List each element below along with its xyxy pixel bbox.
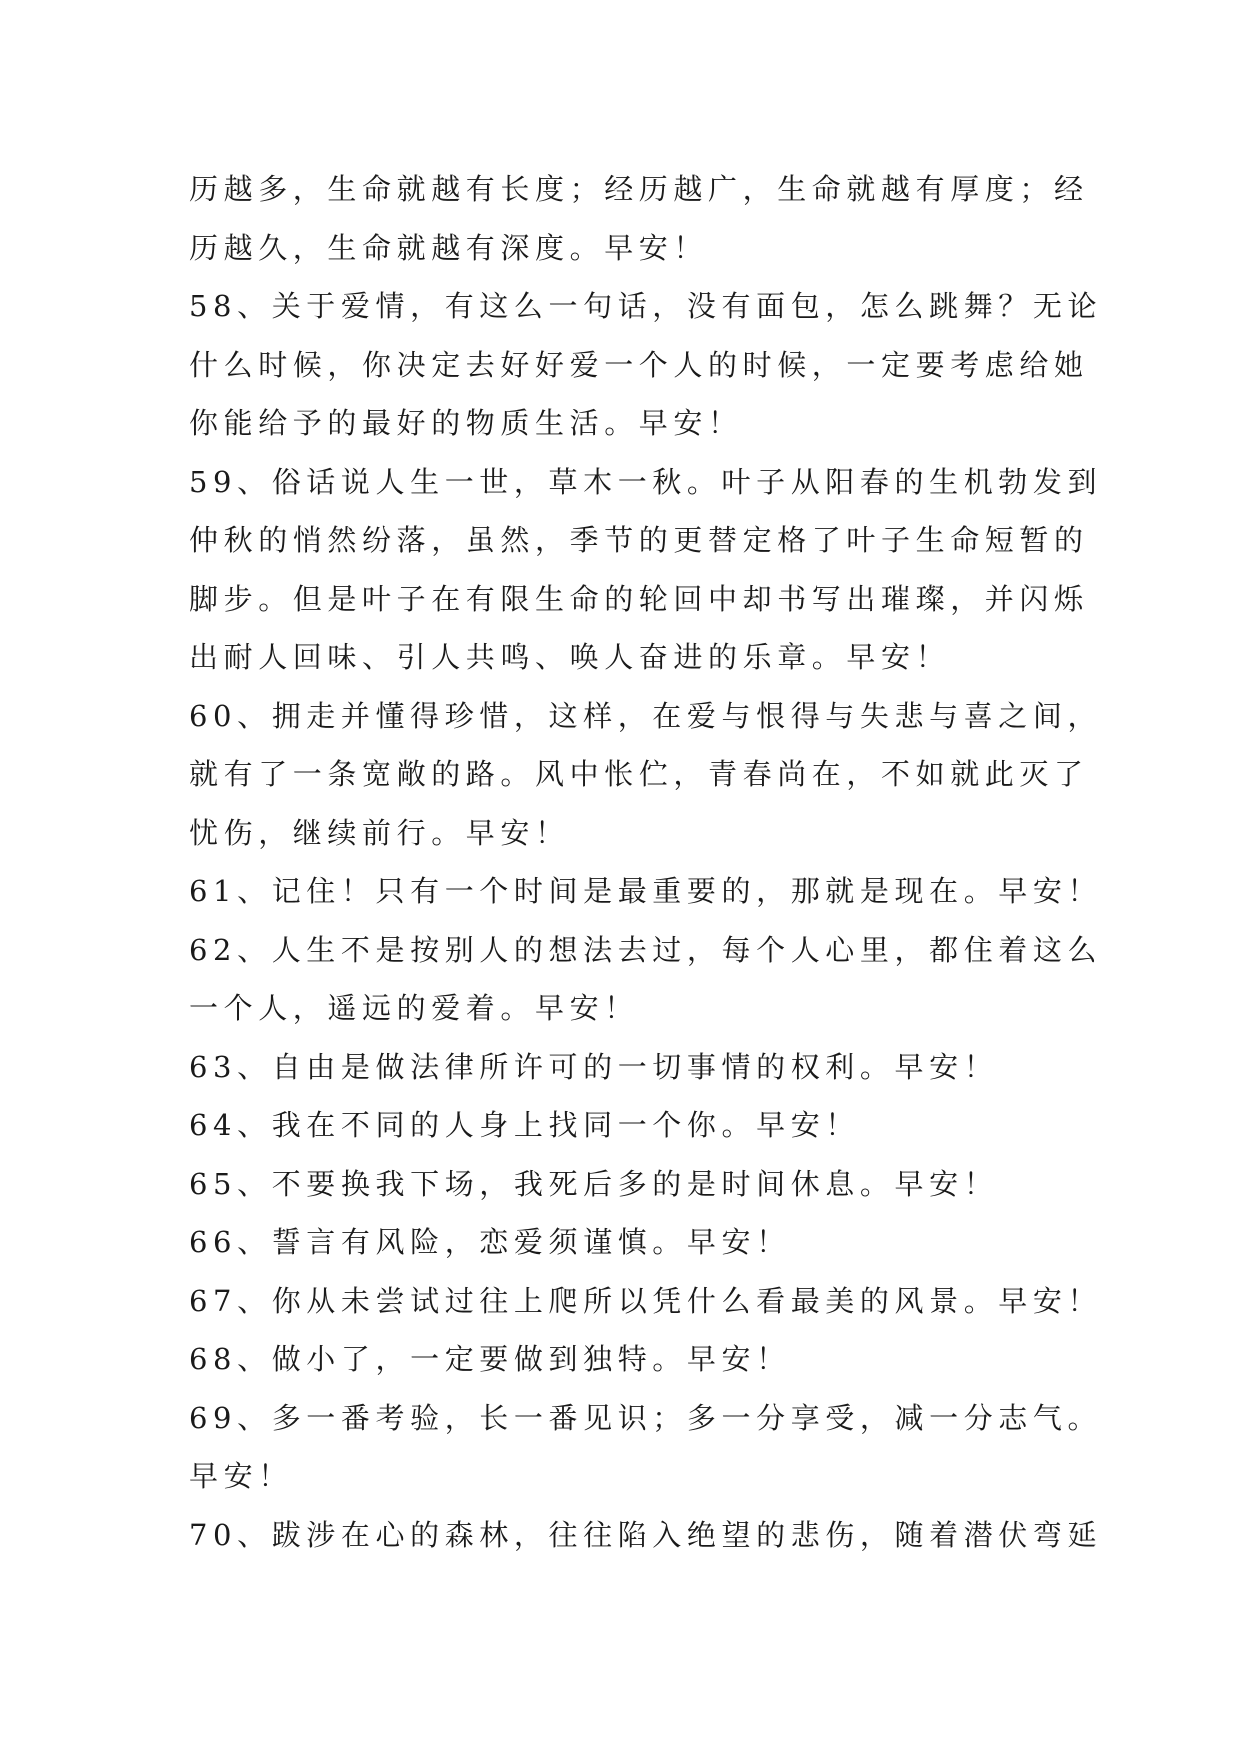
text-line: 就有了一条宽敞的路。风中怅伫，青春尚在，不如就此灭了 xyxy=(189,757,1089,791)
text-line: 一个人，遥远的爱着。早安！ xyxy=(189,991,639,1025)
document-body xyxy=(189,160,1103,1564)
text-line: 60、拥走并懂得珍惜，这样，在爱与恨得与失悲与喜之间， xyxy=(189,698,1103,733)
text-line: 63、自由是做法律所许可的一切事情的权利。早安！ xyxy=(189,1049,999,1084)
text-line: 70、跋涉在心的森林，往往陷入绝望的悲伤，随着潜伏弯延 xyxy=(189,1517,1103,1552)
text-line: 早安！ xyxy=(189,1459,293,1493)
text-line: 出耐人回味、引人共鸣、唤人奋进的乐章。早安！ xyxy=(189,640,951,674)
text-line: 62、人生不是按别人的想法去过，每个人心里，都住着这么 xyxy=(189,932,1103,967)
text-line: 仲秋的悄然纷落，虽然，季节的更替定格了叶子生命短暂的 xyxy=(189,523,1089,557)
text-line: 历越多，生命就越有长度；经历越广，生命就越有厚度；经 xyxy=(189,172,1089,206)
text-line: 64、我在不同的人身上找同一个你。早安！ xyxy=(189,1108,860,1142)
text-line: 65、不要换我下场，我死后多的是时间休息。早安！ xyxy=(189,1166,999,1201)
text-line: 59、俗话说人生一世，草木一秋。叶子从阳春的生机勃发到 xyxy=(189,464,1103,499)
text-line: 61、记住！只有一个时间是最重要的，那就是现在。早安！ xyxy=(189,874,1103,908)
text-line: 脚步。但是叶子在有限生命的轮回中却书写出璀璨，并闪烁 xyxy=(189,581,1089,616)
text-line: 68、做小了，一定要做到独特。早安！ xyxy=(189,1342,791,1376)
text-line: 历越久，生命就越有深度。早安！ xyxy=(189,230,709,265)
text-line: 什么时候，你决定去好好爱一个人的时候，一定要考虑给她 xyxy=(189,347,1089,382)
text-line: 忧伤，继续前行。早安！ xyxy=(189,815,570,850)
text-line: 58、关于爱情，有这么一句话，没有面包，怎么跳舞？无论 xyxy=(189,289,1103,323)
text-line: 你能给予的最好的物质生活。早安！ xyxy=(189,406,743,440)
text-line: 67、你从未尝试过往上爬所以凭什么看最美的风景。早安！ xyxy=(189,1283,1103,1318)
text-line: 66、誓言有风险，恋爱须谨慎。早安！ xyxy=(189,1225,791,1259)
text-line: 69、多一番考验，长一番见识；多一分享受，减一分志气。 xyxy=(189,1400,1103,1435)
